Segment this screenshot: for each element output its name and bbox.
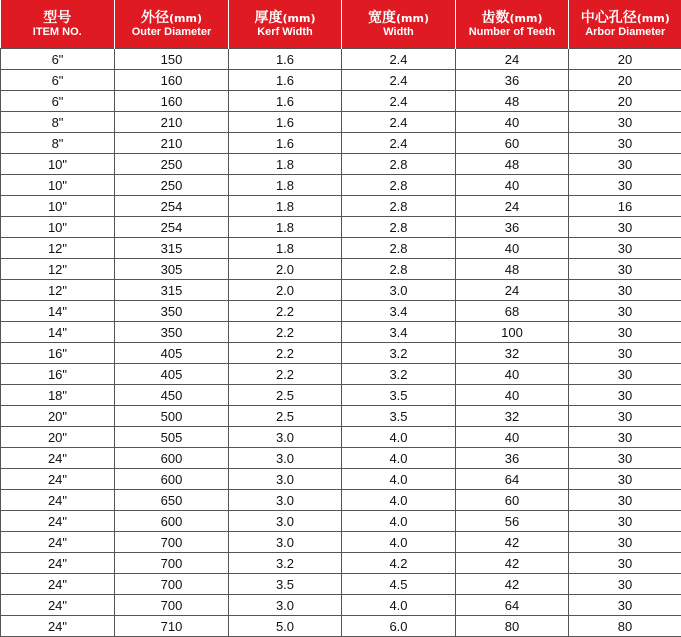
cell-outer-diameter: 405 [115,364,229,385]
cell-number-of-teeth: 68 [456,301,569,322]
table-row [1,217,681,238]
cell-number-of-teeth: 48 [456,154,569,175]
table-row [1,385,681,406]
cell-item-no: 16" [1,343,115,364]
table-row [1,112,681,133]
cell-arbor-diameter: 30 [569,469,681,490]
cell-width: 4.0 [342,532,456,553]
cell-kerf-width: 2.5 [229,406,342,427]
cell-number-of-teeth: 36 [456,70,569,91]
cell-outer-diameter: 350 [115,322,229,343]
cell-width: 3.5 [342,385,456,406]
table-row [1,574,681,595]
cell-kerf-width: 2.0 [229,259,342,280]
cell-kerf-width: 2.2 [229,343,342,364]
cell-kerf-width: 1.6 [229,112,342,133]
cell-item-no: 6" [1,49,115,70]
cell-arbor-diameter: 30 [569,553,681,574]
cell-outer-diameter: 700 [115,595,229,616]
table-row [1,175,681,196]
cell-kerf-width: 2.5 [229,385,342,406]
cell-kerf-width: 1.8 [229,238,342,259]
cell-kerf-width: 3.0 [229,595,342,616]
cell-item-no: 8" [1,112,115,133]
cell-width: 2.4 [342,91,456,112]
header-unit: (mm) [637,12,670,25]
cell-kerf-width: 1.6 [229,133,342,154]
cell-outer-diameter: 450 [115,385,229,406]
header-zh-text: 外径 [141,10,169,26]
table-row [1,427,681,448]
cell-width: 2.8 [342,217,456,238]
cell-width: 3.5 [342,406,456,427]
cell-width: 2.4 [342,70,456,91]
cell-kerf-width: 3.0 [229,490,342,511]
header-number-of-teeth [456,0,569,49]
cell-outer-diameter: 210 [115,112,229,133]
table-row [1,196,681,217]
header-zh-label [115,10,228,26]
cell-arbor-diameter: 30 [569,406,681,427]
cell-number-of-teeth: 32 [456,343,569,364]
header-zh-text: 宽度 [368,10,396,26]
cell-item-no: 24" [1,511,115,532]
header-zh-label [1,10,115,26]
header-unit: (mm) [283,12,316,25]
table-row [1,364,681,385]
cell-outer-diameter: 505 [115,427,229,448]
cell-arbor-diameter: 30 [569,574,681,595]
cell-outer-diameter: 700 [115,553,229,574]
cell-kerf-width: 1.8 [229,175,342,196]
table-header [1,0,681,49]
cell-number-of-teeth: 36 [456,448,569,469]
cell-width: 4.0 [342,448,456,469]
cell-width: 2.4 [342,112,456,133]
cell-item-no: 24" [1,448,115,469]
cell-number-of-teeth: 60 [456,133,569,154]
table-row [1,511,681,532]
cell-item-no: 10" [1,217,115,238]
cell-arbor-diameter: 30 [569,595,681,616]
cell-outer-diameter: 600 [115,511,229,532]
cell-kerf-width: 1.8 [229,154,342,175]
cell-arbor-diameter: 30 [569,112,681,133]
cell-kerf-width: 1.8 [229,217,342,238]
cell-arbor-diameter: 30 [569,322,681,343]
cell-outer-diameter: 350 [115,301,229,322]
cell-number-of-teeth: 40 [456,364,569,385]
table-row [1,532,681,553]
table-row [1,343,681,364]
header-en-label: Width [342,26,455,39]
cell-arbor-diameter: 30 [569,490,681,511]
cell-number-of-teeth: 42 [456,532,569,553]
table-row [1,301,681,322]
cell-number-of-teeth: 24 [456,196,569,217]
cell-item-no: 10" [1,154,115,175]
cell-outer-diameter: 600 [115,448,229,469]
table-row [1,280,681,301]
header-en-label: Outer Diameter [115,26,228,39]
cell-number-of-teeth: 40 [456,112,569,133]
cell-arbor-diameter: 30 [569,511,681,532]
cell-number-of-teeth: 40 [456,427,569,448]
cell-outer-diameter: 150 [115,49,229,70]
cell-kerf-width: 1.6 [229,49,342,70]
table-row [1,616,681,637]
cell-arbor-diameter: 20 [569,70,681,91]
table-row [1,259,681,280]
cell-width: 2.4 [342,49,456,70]
cell-outer-diameter: 650 [115,490,229,511]
cell-item-no: 16" [1,364,115,385]
header-kerf-width [229,0,342,49]
header-arbor-diameter [569,0,681,49]
cell-kerf-width: 3.5 [229,574,342,595]
cell-item-no: 12" [1,238,115,259]
header-en-label: Number of Teeth [456,26,568,39]
cell-kerf-width: 1.6 [229,91,342,112]
cell-arbor-diameter: 80 [569,616,681,637]
header-zh-text: 齿数 [482,10,510,26]
cell-arbor-diameter: 20 [569,91,681,112]
cell-kerf-width: 2.0 [229,280,342,301]
table-row [1,91,681,112]
header-zh-label [229,10,341,26]
cell-width: 3.4 [342,322,456,343]
cell-outer-diameter: 405 [115,343,229,364]
cell-kerf-width: 1.6 [229,70,342,91]
cell-outer-diameter: 700 [115,574,229,595]
cell-kerf-width: 3.0 [229,532,342,553]
cell-width: 3.2 [342,343,456,364]
cell-number-of-teeth: 24 [456,49,569,70]
cell-item-no: 10" [1,175,115,196]
cell-outer-diameter: 500 [115,406,229,427]
table-row [1,595,681,616]
cell-kerf-width: 2.2 [229,322,342,343]
cell-item-no: 8" [1,133,115,154]
header-zh-label [569,10,681,26]
cell-item-no: 24" [1,469,115,490]
cell-arbor-diameter: 20 [569,49,681,70]
header-outer-diameter [115,0,229,49]
cell-item-no: 14" [1,301,115,322]
cell-number-of-teeth: 80 [456,616,569,637]
header-en-label: Kerf Width [229,26,341,39]
cell-item-no: 24" [1,574,115,595]
cell-kerf-width: 2.2 [229,364,342,385]
cell-outer-diameter: 254 [115,196,229,217]
cell-outer-diameter: 250 [115,175,229,196]
cell-width: 2.8 [342,196,456,217]
cell-width: 2.8 [342,175,456,196]
header-zh-text: 厚度 [255,10,283,26]
cell-kerf-width: 3.0 [229,469,342,490]
cell-outer-diameter: 160 [115,70,229,91]
header-width [342,0,456,49]
cell-number-of-teeth: 42 [456,553,569,574]
cell-outer-diameter: 160 [115,91,229,112]
cell-outer-diameter: 700 [115,532,229,553]
cell-width: 6.0 [342,616,456,637]
cell-item-no: 24" [1,532,115,553]
cell-arbor-diameter: 30 [569,238,681,259]
table-row [1,49,681,70]
cell-arbor-diameter: 30 [569,154,681,175]
cell-item-no: 14" [1,322,115,343]
cell-item-no: 24" [1,595,115,616]
cell-number-of-teeth: 36 [456,217,569,238]
header-item-no [1,0,115,49]
cell-number-of-teeth: 60 [456,490,569,511]
cell-arbor-diameter: 30 [569,448,681,469]
cell-kerf-width: 3.2 [229,553,342,574]
cell-arbor-diameter: 30 [569,175,681,196]
cell-width: 2.8 [342,238,456,259]
table-row [1,469,681,490]
cell-width: 4.0 [342,595,456,616]
header-en-label: Arbor Diameter [569,26,681,39]
table-row [1,154,681,175]
cell-width: 3.2 [342,364,456,385]
cell-arbor-diameter: 30 [569,343,681,364]
cell-arbor-diameter: 30 [569,217,681,238]
cell-number-of-teeth: 42 [456,574,569,595]
table-row [1,553,681,574]
cell-kerf-width: 3.0 [229,427,342,448]
table-row [1,490,681,511]
table-row [1,70,681,91]
cell-kerf-width: 3.0 [229,511,342,532]
cell-outer-diameter: 250 [115,154,229,175]
cell-item-no: 10" [1,196,115,217]
cell-item-no: 6" [1,91,115,112]
cell-number-of-teeth: 48 [456,259,569,280]
cell-number-of-teeth: 40 [456,175,569,196]
cell-arbor-diameter: 30 [569,385,681,406]
cell-kerf-width: 2.2 [229,301,342,322]
cell-arbor-diameter: 30 [569,280,681,301]
cell-width: 4.0 [342,511,456,532]
cell-number-of-teeth: 100 [456,322,569,343]
cell-number-of-teeth: 32 [456,406,569,427]
header-unit: (mm) [510,12,543,25]
cell-item-no: 12" [1,259,115,280]
cell-item-no: 18" [1,385,115,406]
cell-outer-diameter: 710 [115,616,229,637]
cell-outer-diameter: 315 [115,238,229,259]
cell-arbor-diameter: 16 [569,196,681,217]
cell-width: 4.0 [342,427,456,448]
cell-arbor-diameter: 30 [569,532,681,553]
header-zh-label [342,10,455,26]
header-unit: (mm) [396,12,429,25]
cell-arbor-diameter: 30 [569,259,681,280]
table-row [1,448,681,469]
header-zh-text: 型号 [43,10,71,26]
header-unit: (mm) [169,12,202,25]
cell-width: 4.5 [342,574,456,595]
table-row [1,238,681,259]
cell-width: 4.2 [342,553,456,574]
table-row [1,406,681,427]
cell-number-of-teeth: 48 [456,91,569,112]
cell-width: 2.4 [342,133,456,154]
header-zh-label [456,10,568,26]
cell-number-of-teeth: 40 [456,385,569,406]
cell-outer-diameter: 305 [115,259,229,280]
header-zh-text: 中心孔径 [581,10,637,26]
cell-width: 3.0 [342,280,456,301]
cell-width: 2.8 [342,154,456,175]
cell-outer-diameter: 254 [115,217,229,238]
cell-item-no: 12" [1,280,115,301]
cell-number-of-teeth: 40 [456,238,569,259]
cell-arbor-diameter: 30 [569,301,681,322]
cell-item-no: 20" [1,427,115,448]
cell-outer-diameter: 600 [115,469,229,490]
cell-outer-diameter: 315 [115,280,229,301]
cell-number-of-teeth: 64 [456,469,569,490]
cell-item-no: 24" [1,616,115,637]
cell-arbor-diameter: 30 [569,364,681,385]
cell-kerf-width: 5.0 [229,616,342,637]
cell-kerf-width: 3.0 [229,448,342,469]
cell-arbor-diameter: 30 [569,133,681,154]
cell-number-of-teeth: 64 [456,595,569,616]
cell-width: 2.8 [342,259,456,280]
cell-width: 4.0 [342,469,456,490]
cell-item-no: 20" [1,406,115,427]
cell-width: 4.0 [342,490,456,511]
header-row [1,0,681,49]
cell-number-of-teeth: 24 [456,280,569,301]
table-row [1,133,681,154]
cell-outer-diameter: 210 [115,133,229,154]
table-row [1,322,681,343]
cell-item-no: 24" [1,553,115,574]
header-en-label: ITEM NO. [1,26,115,39]
cell-arbor-diameter: 30 [569,427,681,448]
cell-number-of-teeth: 56 [456,511,569,532]
cell-item-no: 6" [1,70,115,91]
cell-width: 3.4 [342,301,456,322]
table-body [1,49,681,637]
cell-kerf-width: 1.8 [229,196,342,217]
cell-item-no: 24" [1,490,115,511]
